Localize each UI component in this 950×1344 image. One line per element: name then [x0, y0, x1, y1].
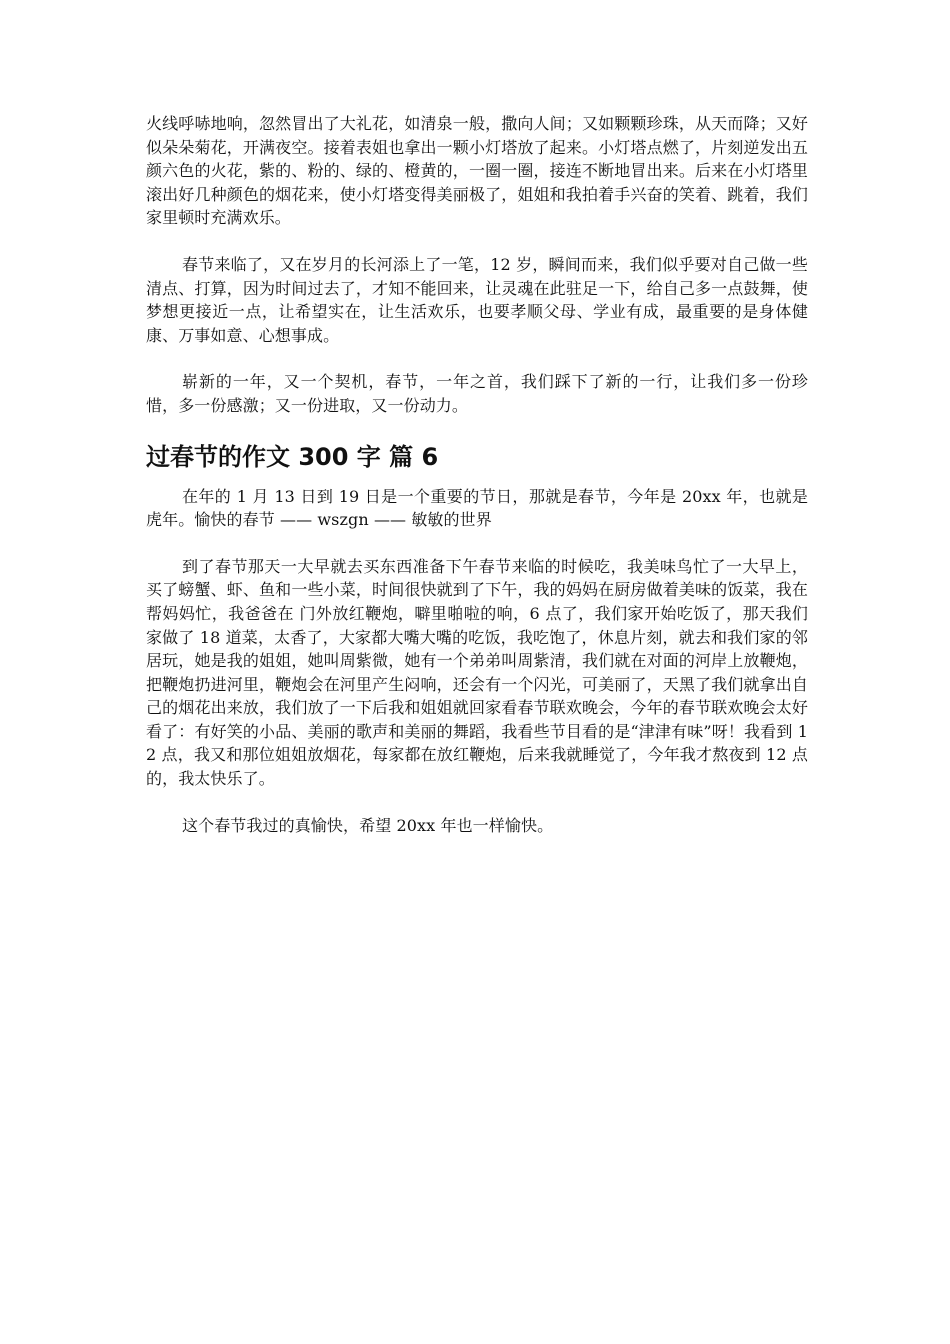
- paragraph-spring-festival-day: 到了春节那天一大早就去买东西准备下午春节来临的时候吃，我美味鸟忙了一大早上，买了螃蟹、虾、鱼和一些小菜，时间很快就到了下午，我的妈妈在厨房做着美味的饭菜，我在帮妈妈忙，我爸爸在 门外放红鞭炮，噼里啪啦的响，6 点了，我们家开始吃饭了，那天我们家做了 18 道菜，太香了，大家都大嘴大嘴的吃饭，我吃饱了，休息片刻，就去和我们家的邻居玩，她是我的姐姐，她叫周紫微，她有一个弟弟叫周紫清，我们就在对面的河岸上放鞭炮，把鞭炮扔进河里，鞭炮会在河里产生闷响，还会有一个闪光，可美丽了，天黑了我们就拿出自己的烟花出来放，我们放了一下后我和姐姐就回家看春节联欢晚会，今年的春节联欢晚会太好看了：有好笑的小品、美丽的歌声和美丽的舞蹈，我看些节目看的是“津津有味”呀！我看到 12 点，我又和那位姐姐放烟花，每家都在放红鞭炮，后来我就睡觉了，今年我才熬夜到 12 点的，我太快乐了。: [146, 556, 808, 789]
- paragraph-conclusion: 这个春节我过的真愉快，希望 20xx 年也一样愉快。: [182, 815, 554, 835]
- paragraph-intro: 在年的 1 月 13 日到 19 日是一个重要的节日，那就是春节，今年是 20xx 年，也就是虎年。愉快的春节 —— wszgn —— 敏敏的世界: [146, 486, 808, 530]
- paragraph-fireworks: 火线呼哧地响，忽然冒出了大礼花，如清泉一般，撒向人间；又如颗颗珍珠，从天而降；又好似朵朵菊花，开满夜空。接着表姐也拿出一颗小灯塔放了起来。小灯塔点燃了，片刻逆发出五颜六色的火花，紫的、粉的、绿的、橙黄的，一圈一圈，接连不断地冒出来。后来在小灯塔里滚出好几种颜色的烟花来，使小灯塔变得美丽极了，姐姐和我拍着手兴奋的笑着、跳着，我们家里顿时充满欢乐。: [146, 114, 808, 228]
- paragraph-new-year-reflection: 春节来临了，又在岁月的长河添上了一笔，12 岁，瞬间而来，我们似乎要对自己做一些清点、打算，因为时间过去了，才知不能回来，让灵魂在此驻足一下，给自己多一点鼓舞，使梦想更接近一点，让希望实在，让生活欢乐，也要孝顺父母、学业有成，最重要的是身体健康、万事如意、心想事成。: [146, 254, 808, 345]
- paragraph-new-beginning: 崭新的一年，又一个契机，春节，一年之首，我们踩下了新的一行，让我们多一份珍惜，多一份感激；又一份进取，又一份动力。: [146, 372, 808, 415]
- section-title: 过春节的作文 300 字 篇 6: [146, 442, 439, 471]
- document-page: [146, 112, 808, 860]
